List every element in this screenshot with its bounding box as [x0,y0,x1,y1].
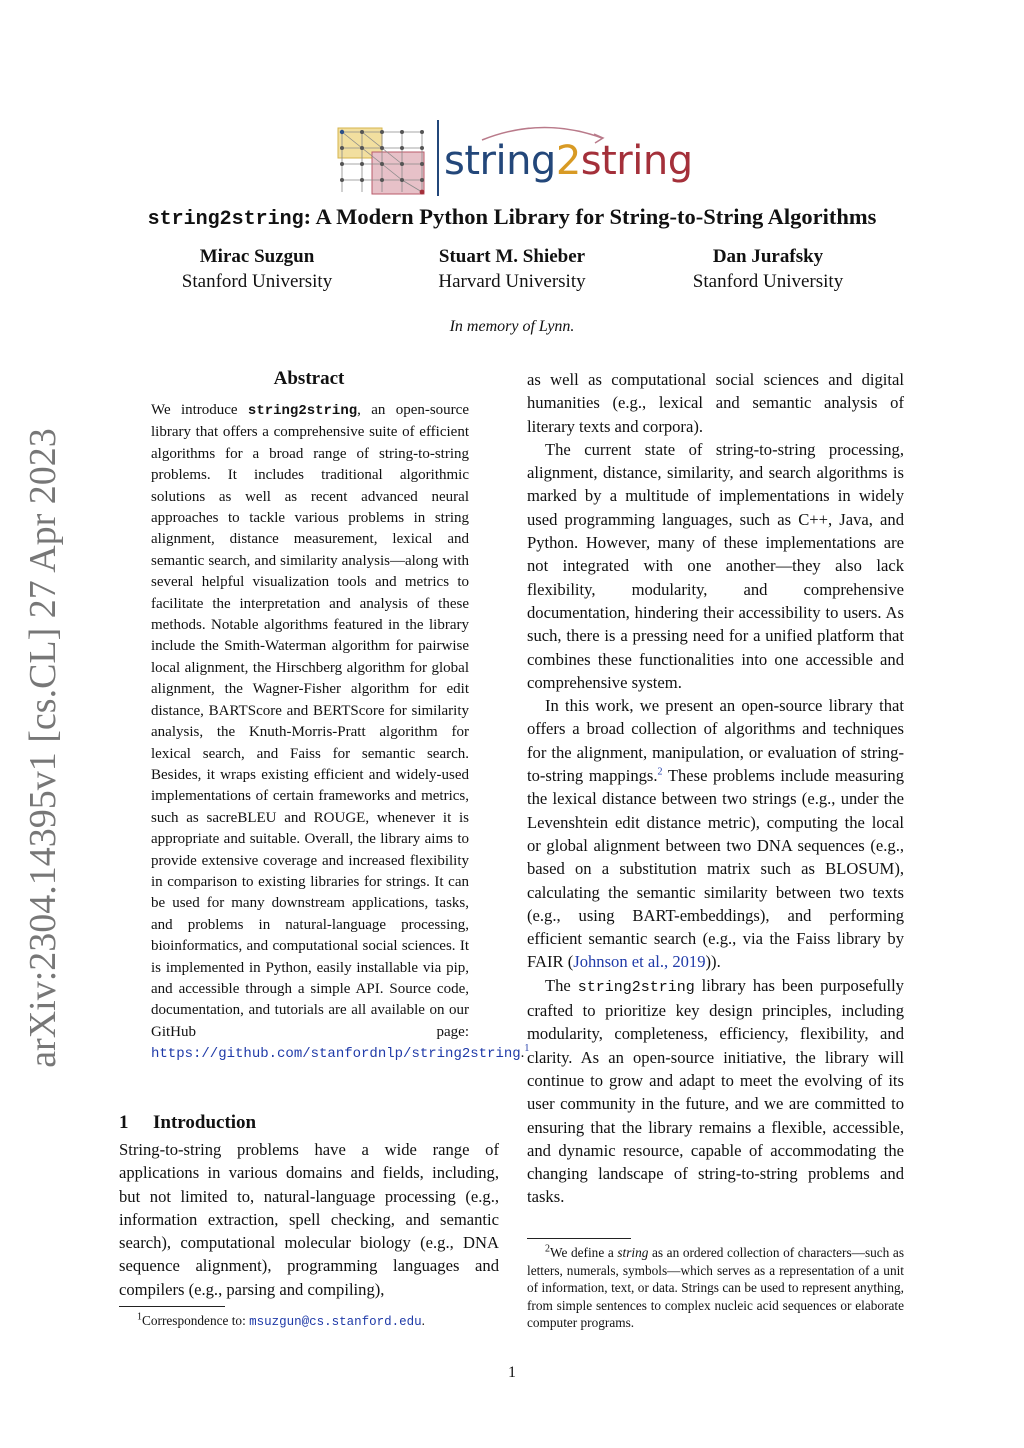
title-library-name: string2string [147,208,304,231]
footnote-rule [527,1238,631,1239]
abstract-body: We introduce string2string, an open-source library that offers a comprehensive suite of efficient algorithms for a broad range of string-to-string problems. It includes traditional algorithmic solutions as well as recent advanced neural approaches to tackle various problems in string alignment, distance measurement, lexical and semantic search, and similarity analysis—along with several helpful visualization tools and metrics to facilitate the interpretation and analysis of these methods. Notable algorithms featured in the library include the Smith-Waterman algorithm for pairwise local alignment, the Hirschberg algorithm for global alignment, the Wagner-Fisher algorithm for edit distance, BARTScore and BERTScore for similarity analysis, the Knuth-Morris-Pratt algorithm for lexical search, and Faiss for semantic search. Besides, it wraps existing efficient and widely-used implementations of certain frameworks and metrics, such as sacreBLEU and ROUGE, whenever it is appropriate and suitable. Overall, the library aims to provide extensive coverage and increased flexibility in comparison to existing libraries for strings. It can be used for many downstream applications, tasks, and problems in natural-language processing, bioinformatics, and computational social sciences. It is implemented in Python, easily installable via pip, and accessible through a simple API. Source code, documentation, and tutorials are all available on our GitHub page: https://github.com/stanfordnlp/string2string.$^1$ [151,402,530,1063]
author-affiliation: Stanford University [181,271,333,292]
intro-paragraph-4: The string2string library has been purposefully crafted to prioritize key design principles, including modularity, completeness, efficiency, flexibility, and clarity. As an open-source initiative, the library will continue to grow and adapt to meet the evolving of its user community in the future, and we are committed to ensuring that the library remains a flexible, accessible, and dynamic resource, capable of accommodating the changing landscape of string-to-string problems and tasks. [527,975,904,1207]
author-block [372,244,652,294]
title-text: : A Modern Python Library for String-to-String Algorithms [303,204,877,229]
github-link[interactable]: https://github.com/stanfordnlp/string2string [151,1046,521,1063]
author-name: Dan Jurafsky [712,246,824,267]
library-name: string2string [247,403,358,419]
paper-title [0,204,1024,231]
library-name: string2string [577,978,695,996]
footnote-2: $^2$We define a string as an ordered collection of characters—such as letters, numerals, symbols—which serves as a representation of a unit of information, text, or data. Strings can be used to represent anything, from simple sentences to complex nucleic acid sequences or elaborate computer programs. [527,1243,905,1330]
author-name: Stuart M. Shieber [438,246,586,267]
arxiv-identifier-stamp: arXiv:2304.14395v1 [cs.CL] 27 Apr 2023 [22,428,64,1068]
intro-paragraph-1: String-to-string problems have a wide range of applications in various domains and fields, including, but not limited to, natural-language processing (e.g., information extraction, spell checking, and semantic search), computational molecular biology (e.g., DNA sequence alignment), programming languages and compilers (e.g., parsing and compiling), [119,1140,499,1299]
footnote-rule [119,1306,225,1307]
intro-paragraph-2: The current state of string-to-string processing, alignment, distance, similarity, and search algorithms is marked by a multitude of implementations in widely used programming languages, such as C++, Java, and Python. However, many of these implementations are not integrated with one another—they also lack flexibility, modularity, and comprehensive documentation, hindering their accessibility to users. As such, there is a pressing need for a unified platform that combines these functionalities into one accessible and comprehensive system. [527,439,904,692]
section-number: 1 [119,1112,129,1133]
right-column [527,368,904,1209]
section-heading-introduction [119,1112,256,1134]
section-title: Introduction [153,1112,257,1133]
logo-wordmark: string2string [444,138,693,184]
author-name: Mirac Suzgun [199,246,315,267]
author-affiliation: Stanford University [692,271,844,292]
abstract-heading: Abstract [273,368,345,389]
author-block [628,244,908,294]
intro-paragraph-1-continued: as well as computational social sciences and digital humanities (e.g., lexical and semantic analysis of literary texts and corpora). [527,370,904,436]
dedication: In memory of Lynn. [449,318,575,335]
email-link[interactable]: msuzgun@cs.stanford.edu [249,1315,422,1329]
page-number: 1 [508,1364,516,1381]
footnote-ref-1[interactable]: 1 [524,1043,530,1055]
author-block [117,244,397,294]
author-affiliation: Harvard University [438,271,586,292]
footnote-ref-2[interactable]: 2 [657,766,663,778]
footnote-1: $^1$Correspondence to: msuzgun@cs.stanford.edu. [137,1311,425,1329]
intro-paragraph-3: In this work, we present an open-source library that offers a broad collection of algorithms and techniques for the alignment, manipulation, or evaluation of string-to-string mappings.$^2$ These problems include measuring the lexical distance between two strings (e.g., under the Levenshtein edit distance metric), computing the local or global alignment between two DNA sequences (e.g., based on a substitution matrix such as BLOSUM), calculating the semantic similarity between two texts (e.g., using BART-embeddings), and performing efficient semantic search (e.g., via the Faiss library by FAIR (Johnson et al., 2019)). [527,696,904,972]
citation-link[interactable]: Johnson et al., 2019 [573,952,706,972]
alignment-grid-graphic [338,128,424,194]
